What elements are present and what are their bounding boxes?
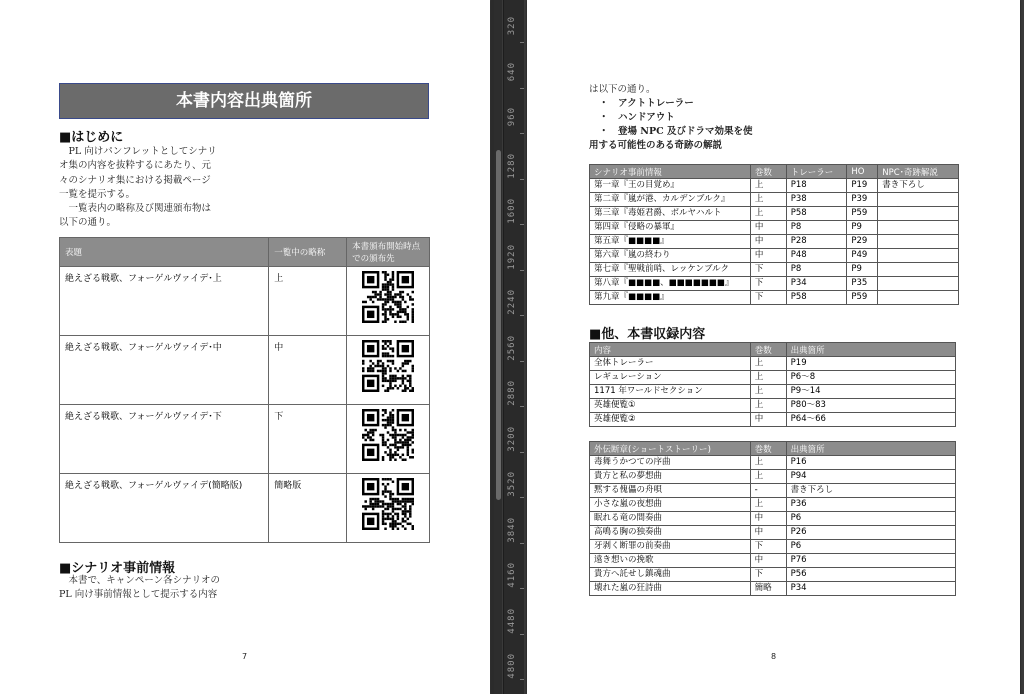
table-row	[590, 456, 956, 470]
table-cell: 下	[750, 263, 786, 277]
qr-code-icon[interactable]	[362, 478, 414, 530]
table-cell	[878, 277, 959, 291]
list-item: ・ ハンドアウト	[599, 112, 675, 123]
table-cell: 英雄便覧①	[590, 399, 751, 413]
table-cell: 小さな嵐の夜想曲	[590, 498, 751, 512]
table-cell: 書き下ろし	[786, 484, 955, 498]
table-row	[590, 385, 956, 399]
qr-cell	[347, 405, 430, 474]
table-cell: P38	[786, 193, 847, 207]
ruler-tick-mark	[520, 224, 524, 225]
table-cell: 中	[750, 413, 786, 427]
table-cell: 英雄便覧②	[590, 413, 751, 427]
table-cell: 上	[750, 385, 786, 399]
table-cell: 第五章『■■■■』	[590, 235, 751, 249]
row-abbr: 簡略版	[269, 474, 347, 543]
table-cell: 中	[750, 249, 786, 263]
distribution-table	[59, 237, 430, 543]
col-header: 出典箇所	[786, 343, 955, 357]
scenario-paragraph: 本書で、キャンペーン各シナリオの PL 向け事前情報として提示する内容	[59, 575, 221, 601]
table-row	[590, 291, 959, 305]
table-row	[60, 474, 430, 543]
table-cell: P9	[847, 221, 878, 235]
table-cell: 1171 年ワールドセクション	[590, 385, 751, 399]
other-content-table	[589, 342, 956, 427]
page-number: 7	[242, 652, 248, 661]
table-cell: 中	[750, 512, 786, 526]
ruler-tick-mark	[520, 88, 524, 89]
table-cell: 上	[750, 399, 786, 413]
table-cell: 牙剥く断罪の前奏曲	[590, 540, 751, 554]
col-header: 外伝断章(ショートストーリー)	[590, 442, 751, 456]
scenario-info-table	[589, 164, 959, 305]
table-cell: P6～8	[786, 371, 955, 385]
info-list	[589, 83, 753, 153]
table-cell	[878, 291, 959, 305]
table-cell: P6	[786, 540, 955, 554]
table-cell: P19	[786, 357, 955, 371]
ruler-tick-mark	[520, 634, 524, 635]
ruler-tick-label: 2240	[507, 289, 517, 315]
row-title: 絶えざる戦歌、フォーゲルヴァイデ･下	[60, 405, 269, 474]
table-cell: P35	[847, 277, 878, 291]
ruler-tick-label: 3200	[507, 425, 517, 452]
list-item: ・ 登場 NPC 及びドラマ効果を使	[599, 126, 753, 137]
table-row	[590, 193, 959, 207]
table-row	[590, 484, 956, 498]
table-cell: P34	[786, 277, 847, 291]
ruler-tick-label: 2560	[507, 334, 517, 361]
table-cell: 第一章『王の目覚め』	[590, 179, 751, 193]
col-header-abbr: 一覧中の略称	[269, 238, 347, 267]
table-cell: 上	[750, 193, 786, 207]
col-header: トレーラー	[786, 165, 847, 179]
table-cell: 第三章『毒姫君爵、ボルヤハルト	[590, 207, 751, 221]
table-cell: 壊れた嵐の狂詩曲	[590, 582, 751, 596]
scrollbar-thumb[interactable]	[496, 150, 501, 500]
list-item: 用する可能性のある奇跡の解説	[589, 140, 723, 151]
table-cell: P26	[786, 526, 955, 540]
table-row	[590, 221, 959, 235]
table-cell: P56	[786, 568, 955, 582]
table-cell	[878, 193, 959, 207]
table-cell: 下	[750, 540, 786, 554]
table-cell: 中	[750, 526, 786, 540]
ruler-tick-mark	[520, 42, 524, 43]
table-cell: 高鳴る胸の独奏曲	[590, 526, 751, 540]
ruler-tick-label: 1920	[507, 243, 517, 270]
row-title: 絶えざる戦歌、フォーゲルヴァイデ･中	[60, 336, 269, 405]
table-cell: 上	[750, 179, 786, 193]
ruler-tick-mark	[520, 588, 524, 589]
table-row	[60, 405, 430, 474]
table-cell: 第九章『■■■■』	[590, 291, 751, 305]
qr-cell	[347, 336, 430, 405]
table-cell: P36	[786, 498, 955, 512]
row-title: 絶えざる戦歌、フォーゲルヴァイデ･上	[60, 267, 269, 336]
table-cell: P39	[847, 193, 878, 207]
table-cell: P58	[786, 291, 847, 305]
intro-heading: ■はじめに	[59, 130, 124, 145]
table-cell: 第二章『嵐が港、カルデンブルク』	[590, 193, 751, 207]
ruler-tick-label: 4800	[507, 653, 517, 679]
table-cell: P28	[786, 235, 847, 249]
table-cell: 下	[750, 291, 786, 305]
col-header: HO	[847, 165, 878, 179]
qr-cell	[347, 267, 430, 336]
table-row	[590, 512, 956, 526]
table-row	[590, 582, 956, 596]
col-header: 巻数	[750, 343, 786, 357]
table-cell: P8	[786, 221, 847, 235]
table-row	[60, 267, 430, 336]
ruler-tick-label: 640	[507, 61, 517, 81]
table-cell: 簡略	[750, 582, 786, 596]
table-cell: -	[750, 484, 786, 498]
table-cell: 上	[750, 470, 786, 484]
table-cell: P19	[847, 179, 878, 193]
ruler-tick-label: 3520	[507, 471, 517, 497]
table-row	[590, 277, 959, 291]
ruler-tick-mark	[520, 497, 524, 498]
page-number: 8	[771, 652, 777, 661]
col-header: NPC･奇跡解説	[878, 165, 959, 179]
table-row	[590, 371, 956, 385]
table-cell	[878, 221, 959, 235]
ruler-tick-mark	[520, 543, 524, 544]
table-cell: 上	[750, 498, 786, 512]
col-header: 内容	[590, 343, 751, 357]
list-item: ・ アクトトレーラー	[599, 98, 694, 109]
table-cell: 黙する傀儡の舟唄	[590, 484, 751, 498]
ruler-tick-mark	[520, 406, 524, 407]
table-cell: 上	[750, 456, 786, 470]
ruler-tick-label: 960	[507, 107, 517, 127]
section-banner: 本書内容出典箇所	[59, 83, 429, 119]
col-header: 出典箇所	[786, 442, 955, 456]
qr-code-icon[interactable]	[362, 340, 414, 392]
col-header: シナリオ事前情報	[590, 165, 751, 179]
table-cell	[878, 207, 959, 221]
table-row	[590, 235, 959, 249]
row-abbr: 上	[269, 267, 347, 336]
ruler-tick-mark	[520, 679, 524, 680]
table-row	[60, 336, 430, 405]
table-cell: 第四章『侵略の暴軍』	[590, 221, 751, 235]
table-cell: レギュレーション	[590, 371, 751, 385]
table-row	[590, 554, 956, 568]
qr-cell	[347, 474, 430, 543]
ruler-tick-label: 4480	[507, 607, 517, 634]
table-cell: P94	[786, 470, 955, 484]
table-cell: 下	[750, 277, 786, 291]
table-cell: 全体トレーラー	[590, 357, 751, 371]
table-cell: P29	[847, 235, 878, 249]
qr-code-icon[interactable]	[362, 409, 414, 461]
table-cell: 書き下ろし	[878, 179, 959, 193]
table-cell: P48	[786, 249, 847, 263]
table-cell: P34	[786, 582, 955, 596]
row-title: 絶えざる戦歌、フォーゲルヴァイデ(簡略版)	[60, 474, 269, 543]
ruler-tick-mark	[520, 179, 524, 180]
ruler-tick-mark	[520, 133, 524, 134]
table-cell: P16	[786, 456, 955, 470]
table-cell: 第七章『聖戦前哨、レッケンブルク	[590, 263, 751, 277]
table-row	[590, 357, 956, 371]
ruler-tick-label: 4160	[507, 562, 517, 588]
intro-paragraph: PL 向けパンフレットとしてシナリ オ集の内容を抜粋するにあたり、元 々のシナリオ集における掲載ページ 一覧を提示する。 一覧表内の略称及び関連頒布物は 以下の通り。	[59, 146, 217, 229]
table-row	[590, 526, 956, 540]
table-cell: 眠れる竜の間奏曲	[590, 512, 751, 526]
table-cell: 中	[750, 554, 786, 568]
table-cell: 第六章『嵐の終わり	[590, 249, 751, 263]
table-cell: 中	[750, 221, 786, 235]
table-cell: 第八章『■■■■、■■■■■■■』	[590, 277, 751, 291]
other-content-heading: ■他、本書収録内容	[589, 327, 706, 342]
table-cell: P59	[847, 291, 878, 305]
table-row	[590, 399, 956, 413]
table-row	[590, 498, 956, 512]
table-cell: P9	[847, 263, 878, 277]
lead-text: は以下の通り。	[589, 84, 656, 95]
col-header-title: 表題	[60, 238, 269, 267]
table-cell: 上	[750, 207, 786, 221]
table-row	[590, 179, 959, 193]
table-row	[590, 249, 959, 263]
table-cell: 上	[750, 357, 786, 371]
col-header: 巻数	[750, 442, 786, 456]
table-cell: 毒舞うかつての序曲	[590, 456, 751, 470]
table-row	[590, 470, 956, 484]
table-cell: 貴方へ託せし鎮魂曲	[590, 568, 751, 582]
table-cell: P9～14	[786, 385, 955, 399]
table-cell	[878, 249, 959, 263]
table-cell: P80～83	[786, 399, 955, 413]
col-header-distribution: 本書頒布開始時点での頒布先	[347, 238, 430, 267]
table-row	[590, 263, 959, 277]
ruler-tick-label: 1280	[507, 152, 517, 179]
table-row	[590, 207, 959, 221]
table-cell: 下	[750, 568, 786, 582]
ruler-tick-label: 1600	[507, 198, 517, 224]
table-cell: P58	[786, 207, 847, 221]
col-header: 巻数	[750, 165, 786, 179]
vertical-ruler	[503, 0, 524, 694]
ruler-tick-mark	[520, 315, 524, 316]
table-cell: P76	[786, 554, 955, 568]
ruler-tick-mark	[520, 452, 524, 453]
table-cell	[878, 235, 959, 249]
ruler-tick-label: 2880	[507, 380, 517, 406]
table-cell: P6	[786, 512, 955, 526]
ruler-tick-label: 320	[507, 16, 517, 36]
table-row	[590, 568, 956, 582]
qr-code-icon[interactable]	[362, 271, 414, 323]
ruler-tick-label: 3840	[507, 516, 517, 543]
table-cell: P64～66	[786, 413, 955, 427]
table-cell: P49	[847, 249, 878, 263]
table-cell: 上	[750, 371, 786, 385]
table-cell: P8	[786, 263, 847, 277]
table-row	[590, 540, 956, 554]
scenario-heading: ■シナリオ事前情報	[59, 561, 176, 576]
table-cell	[878, 263, 959, 277]
table-cell: P18	[786, 179, 847, 193]
row-abbr: 下	[269, 405, 347, 474]
short-story-table	[589, 441, 956, 596]
table-cell: P59	[847, 207, 878, 221]
table-cell: 貴方と私の夢想曲	[590, 470, 751, 484]
table-cell: 中	[750, 235, 786, 249]
table-row	[590, 413, 956, 427]
row-abbr: 中	[269, 336, 347, 405]
table-cell: 遠き想いの挽歌	[590, 554, 751, 568]
ruler-tick-mark	[520, 361, 524, 362]
ruler-tick-mark	[520, 270, 524, 271]
